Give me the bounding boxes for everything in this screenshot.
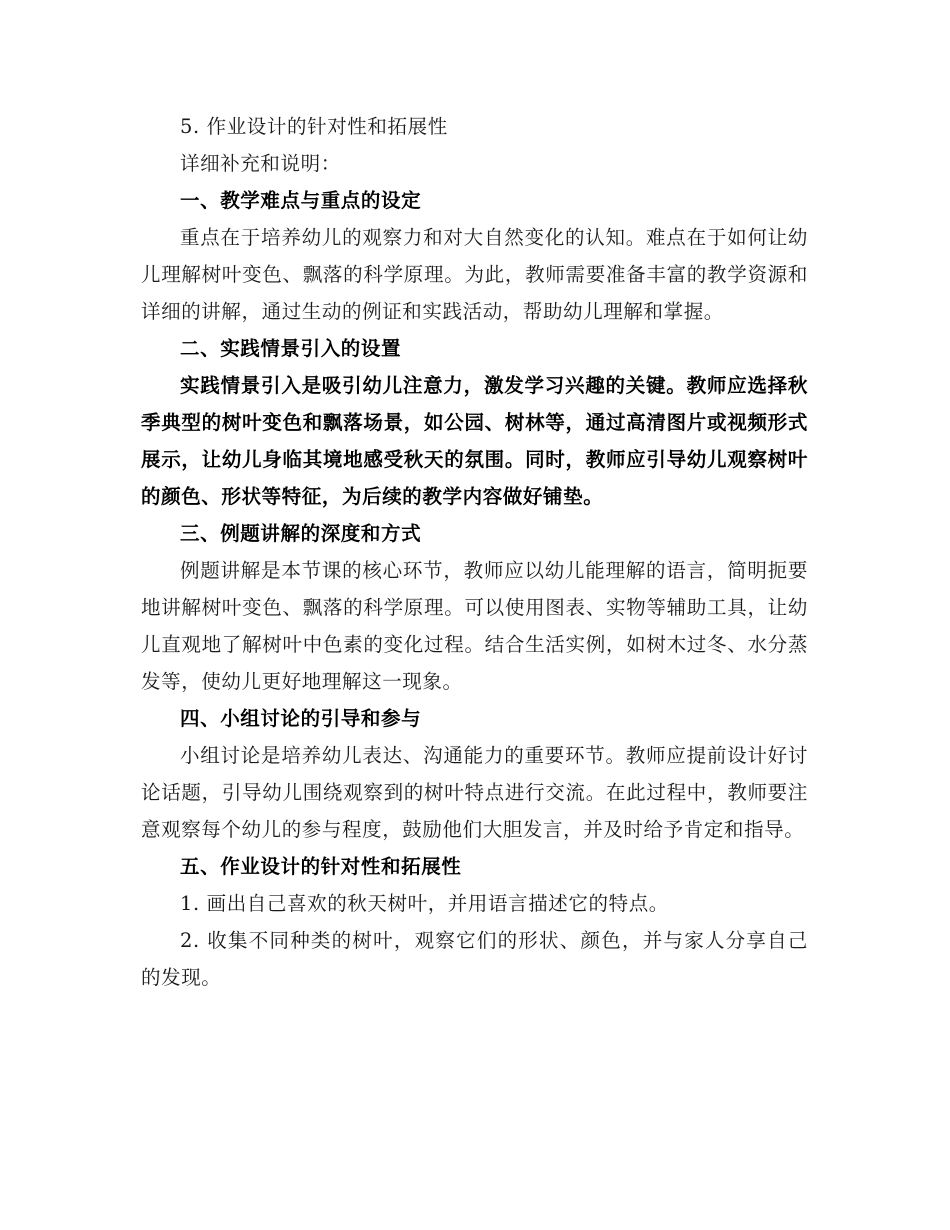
section-heading-4: 四、小组讨论的引导和参与 [180, 707, 422, 730]
intro-list-item: 5. 作业设计的针对性和拓展性 [180, 115, 448, 138]
section-paragraph-2: 实践情景引入是吸引幼儿注意力，激发学习兴趣的关键。教师应选择秋季典型的树叶变色和飘落场景，如公园、树林等，通过高清图片或视频形式展示，让幼儿身临其境地感受秋天的氛围。同时，教师应引导幼儿观察树叶的颜色、形状等特征，为后续的教学内容做好铺垫。 [141, 374, 808, 508]
section-heading-2: 二、实践情景引入的设置 [180, 337, 402, 360]
homework-item-2: 2. 收集不同种类的树叶，观察它们的形状、颜色，并与家人分享自己的发现。 [141, 929, 808, 989]
section-paragraph-1: 重点在于培养幼儿的观察力和对大自然变化的认知。难点在于如何让幼儿理解树叶变色、飘落的科学原理。为此，教师需要准备丰富的教学资源和详细的讲解，通过生动的例证和实践活动，帮助幼儿理解和掌握。 [141, 226, 808, 323]
section-paragraph-4: 小组讨论是培养幼儿表达、沟通能力的重要环节。教师应提前设计好讨论话题，引导幼儿围绕观察到的树叶特点进行交流。在此过程中，教师要注意观察每个幼儿的参与程度，鼓励他们大胆发言，并及时给予肯定和指导。 [141, 744, 808, 841]
section-heading-3: 三、例题讲解的深度和方式 [180, 522, 422, 545]
document-body [141, 108, 808, 996]
section-heading-1: 一、教学难点与重点的设定 [180, 189, 422, 212]
section-heading-5: 五、作业设计的针对性和拓展性 [180, 855, 462, 878]
section-paragraph-3: 例题讲解是本节课的核心环节，教师应以幼儿能理解的语言，简明扼要地讲解树叶变色、飘落的科学原理。可以使用图表、实物等辅助工具，让幼儿直观地了解树叶中色素的变化过程。结合生活实例，如树木过冬、水分蒸发等，使幼儿更好地理解这一现象。 [141, 559, 808, 693]
homework-item-1: 1. 画出自己喜欢的秋天树叶，并用语言描述它的特点。 [180, 892, 669, 915]
supplement-label: 详细补充和说明： [180, 152, 341, 175]
